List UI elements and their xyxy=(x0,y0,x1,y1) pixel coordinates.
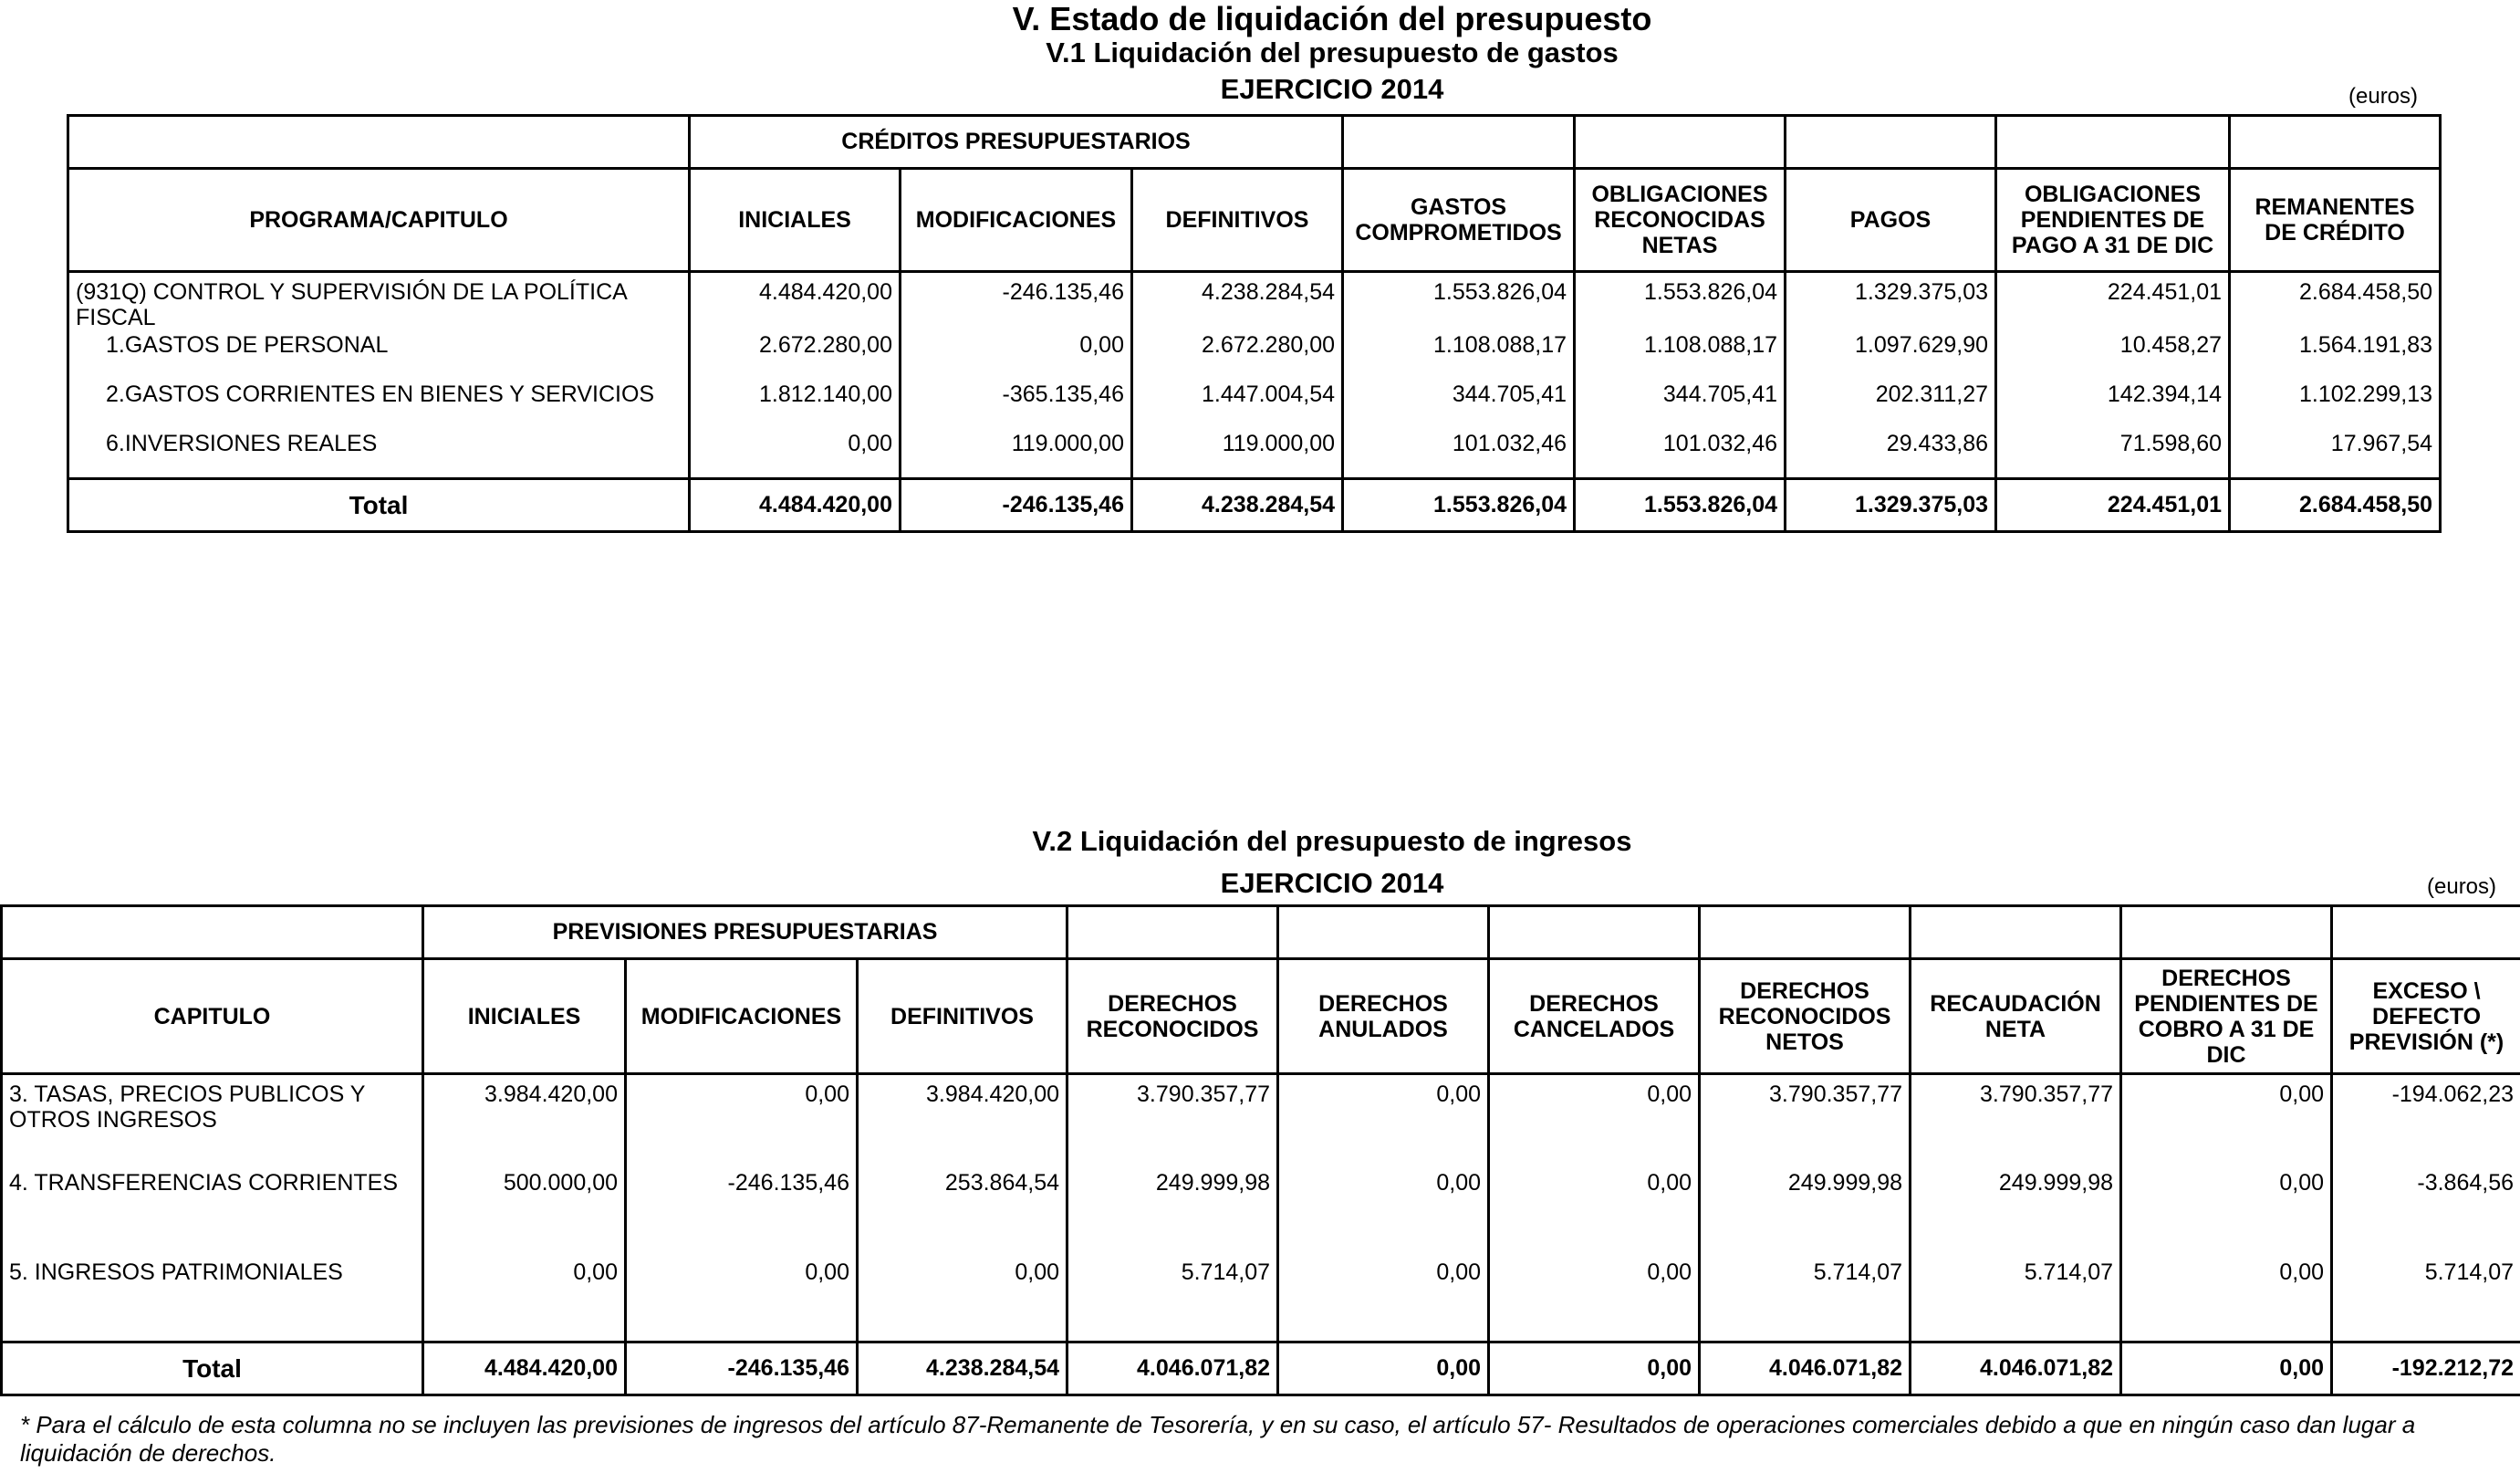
cell-value: 119.000,00 xyxy=(901,431,1132,479)
ingresos-col-definitivos: DEFINITIVOS xyxy=(858,959,1067,1074)
ingresos-subtitle: V.2 Liquidación del presupuesto de ingresos xyxy=(1032,825,1632,857)
total-value: 4.238.284,54 xyxy=(858,1342,1067,1395)
total-value: 4.046.071,82 xyxy=(1911,1342,2121,1395)
cell-value: 0,00 xyxy=(1489,1074,1700,1164)
cell-value: 1.102.299,13 xyxy=(2230,381,2441,431)
cell-value: 3.790.357,77 xyxy=(1911,1074,2121,1164)
cell-value: -246.135,46 xyxy=(901,272,1132,332)
ingresos-col-modificaciones: MODIFICACIONES xyxy=(626,959,858,1074)
cell-value: 0,00 xyxy=(1489,1164,1700,1253)
gastos-col-pagos: PAGOS xyxy=(1786,169,1996,272)
footnote: * Para el cálculo de esta columna no se incluyen las previsiones de ingresos del artículo 87-Remanente de Tesorería, y en su caso, el artículo 57- Resultados de operaciones comerciales debido a que en ningún caso dan lugar a liquidación de derechos. xyxy=(20,1411,2416,1467)
cell-value: 29.433,86 xyxy=(1786,431,1996,479)
gastos-column-header-row xyxy=(68,169,2441,272)
gastos-col-programa: PROGRAMA/CAPITULO xyxy=(68,169,690,272)
total-value: 0,00 xyxy=(2121,1342,2332,1395)
total-value: -246.135,46 xyxy=(626,1342,858,1395)
cell-value: 2.684.458,50 xyxy=(2230,272,2441,332)
cell-value: 2.672.280,00 xyxy=(1132,332,1343,381)
ingresos-group-header: PREVISIONES PRESUPUESTARIAS xyxy=(423,906,1067,959)
gastos-group-empty xyxy=(1575,116,1786,169)
cell-value: 344.705,41 xyxy=(1575,381,1786,431)
cell-value: 119.000,00 xyxy=(1132,431,1343,479)
gastos-group-header: CRÉDITOS PRESUPUESTARIOS xyxy=(690,116,1343,169)
cell-value: -3.864,56 xyxy=(2332,1164,2520,1253)
cell-value: -246.135,46 xyxy=(626,1164,858,1253)
table-row xyxy=(2,1164,2520,1253)
table-row xyxy=(68,332,2441,381)
row-label: 3. TASAS, PRECIOS PUBLICOS Y OTROS INGRESOS xyxy=(2,1074,423,1164)
ingresos-units: (euros) xyxy=(2427,874,2497,899)
gastos-ejercicio: EJERCICIO 2014 xyxy=(1220,73,1444,105)
gastos-group-header-row xyxy=(68,116,2441,169)
ingresos-group-header-row xyxy=(2,906,2520,959)
cell-value: 500.000,00 xyxy=(423,1164,626,1253)
ingresos-group-empty xyxy=(2121,906,2332,959)
cell-value: 142.394,14 xyxy=(1996,381,2230,431)
ingresos-group-empty xyxy=(1911,906,2121,959)
cell-value: 202.311,27 xyxy=(1786,381,1996,431)
cell-value: 3.790.357,77 xyxy=(1067,1074,1278,1164)
total-value: 4.238.284,54 xyxy=(1132,479,1343,532)
ingresos-col-pendientes: DERECHOS PENDIENTES DE COBRO A 31 DE DIC xyxy=(2121,959,2332,1074)
cell-value: 71.598,60 xyxy=(1996,431,2230,479)
total-label: Total xyxy=(68,479,690,532)
cell-value: 0,00 xyxy=(626,1253,858,1342)
table-row xyxy=(2,1253,2520,1342)
cell-value: 2.672.280,00 xyxy=(690,332,901,381)
cell-value: 0,00 xyxy=(858,1253,1067,1342)
cell-value: 224.451,01 xyxy=(1996,272,2230,332)
ingresos-col-reconocidos-netos: DERECHOS RECONOCIDOS NETOS xyxy=(1700,959,1911,1074)
cell-value: 1.447.004,54 xyxy=(1132,381,1343,431)
gastos-col-definitivos: DEFINITIVOS xyxy=(1132,169,1343,272)
table-row xyxy=(68,381,2441,431)
cell-value: 0,00 xyxy=(626,1074,858,1164)
gastos-col-iniciales: INICIALES xyxy=(690,169,901,272)
cell-value: 101.032,46 xyxy=(1575,431,1786,479)
cell-value: 4.484.420,00 xyxy=(690,272,901,332)
total-value: 1.553.826,04 xyxy=(1575,479,1786,532)
cell-value: 0,00 xyxy=(423,1253,626,1342)
ingresos-column-header-row xyxy=(2,959,2520,1074)
gastos-group-empty xyxy=(2230,116,2441,169)
total-value: 4.046.071,82 xyxy=(1700,1342,1911,1395)
gastos-group-empty xyxy=(1786,116,1996,169)
cell-value: 0,00 xyxy=(1278,1164,1489,1253)
total-label: Total xyxy=(2,1342,423,1395)
ingresos-col-anulados: DERECHOS ANULADOS xyxy=(1278,959,1489,1074)
cell-value: 5.714,07 xyxy=(1067,1253,1278,1342)
gastos-col-remanentes: REMANENTES DE CRÉDITO xyxy=(2230,169,2441,272)
gastos-group-empty xyxy=(1343,116,1575,169)
cell-value: 5.714,07 xyxy=(1911,1253,2121,1342)
cell-value: 0,00 xyxy=(1278,1074,1489,1164)
cell-value: 1.553.826,04 xyxy=(1575,272,1786,332)
cell-value: 3.790.357,77 xyxy=(1700,1074,1911,1164)
row-label: 5. INGRESOS PATRIMONIALES xyxy=(2,1253,423,1342)
gastos-col-obligaciones: OBLIGACIONES RECONOCIDAS NETAS xyxy=(1575,169,1786,272)
total-value: 4.046.071,82 xyxy=(1067,1342,1278,1395)
ingresos-col-capitulo: CAPITULO xyxy=(2,959,423,1074)
cell-value: 1.553.826,04 xyxy=(1343,272,1575,332)
total-row xyxy=(68,479,2441,532)
row-label: (931Q) CONTROL Y SUPERVISIÓN DE LA POLÍTICA FISCAL xyxy=(68,272,690,332)
total-value: 1.329.375,03 xyxy=(1786,479,1996,532)
cell-value: 5.714,07 xyxy=(1700,1253,1911,1342)
cell-value: 0,00 xyxy=(1489,1253,1700,1342)
cell-value: 0,00 xyxy=(2121,1164,2332,1253)
total-row xyxy=(2,1342,2520,1395)
cell-value: 10.458,27 xyxy=(1996,332,2230,381)
total-value: 1.553.826,04 xyxy=(1343,479,1575,532)
ingresos-group-empty xyxy=(2,906,423,959)
cell-value: 3.984.420,00 xyxy=(423,1074,626,1164)
cell-value: 1.097.629,90 xyxy=(1786,332,1996,381)
page-title: V. Estado de liquidación del presupuesto xyxy=(1012,0,1652,37)
ingresos-col-reconocidos: DERECHOS RECONOCIDOS xyxy=(1067,959,1278,1074)
cell-value: 1.812.140,00 xyxy=(690,381,901,431)
cell-value: 17.967,54 xyxy=(2230,431,2441,479)
cell-value: 249.999,98 xyxy=(1700,1164,1911,1253)
cell-value: 249.999,98 xyxy=(1911,1164,2121,1253)
row-label: 1.GASTOS DE PERSONAL xyxy=(68,332,690,381)
gastos-subtitle: V.1 Liquidación del presupuesto de gastos xyxy=(1046,37,1619,68)
gastos-table xyxy=(67,114,2442,533)
cell-value: 1.108.088,17 xyxy=(1343,332,1575,381)
total-value: -192.212,72 xyxy=(2332,1342,2520,1395)
row-label: 4. TRANSFERENCIAS CORRIENTES xyxy=(2,1164,423,1253)
gastos-units: (euros) xyxy=(2348,84,2419,109)
cell-value: -194.062,23 xyxy=(2332,1074,2520,1164)
gastos-col-modificaciones: MODIFICACIONES xyxy=(901,169,1132,272)
ingresos-group-empty xyxy=(1489,906,1700,959)
table-row xyxy=(2,1074,2520,1164)
cell-value: 1.108.088,17 xyxy=(1575,332,1786,381)
total-value: 0,00 xyxy=(1489,1342,1700,1395)
total-value: 4.484.420,00 xyxy=(690,479,901,532)
ingresos-group-empty xyxy=(1067,906,1278,959)
total-value: 224.451,01 xyxy=(1996,479,2230,532)
table-row xyxy=(68,431,2441,479)
row-label: 6.INVERSIONES REALES xyxy=(68,431,690,479)
ingresos-col-iniciales: INICIALES xyxy=(423,959,626,1074)
ingresos-col-cancelados: DERECHOS CANCELADOS xyxy=(1489,959,1700,1074)
table-row xyxy=(68,272,2441,332)
ingresos-group-empty xyxy=(1278,906,1489,959)
ingresos-group-empty xyxy=(2332,906,2520,959)
cell-value: 249.999,98 xyxy=(1067,1164,1278,1253)
total-value: -246.135,46 xyxy=(901,479,1132,532)
cell-value: -365.135,46 xyxy=(901,381,1132,431)
ingresos-col-recaudacion: RECAUDACIÓN NETA xyxy=(1911,959,2121,1074)
ingresos-ejercicio: EJERCICIO 2014 xyxy=(1220,867,1444,899)
cell-value: 3.984.420,00 xyxy=(858,1074,1067,1164)
cell-value: 5.714,07 xyxy=(2332,1253,2520,1342)
cell-value: 0,00 xyxy=(690,431,901,479)
cell-value: 344.705,41 xyxy=(1343,381,1575,431)
total-value: 0,00 xyxy=(1278,1342,1489,1395)
ingresos-group-empty xyxy=(1700,906,1911,959)
gastos-group-empty xyxy=(68,116,690,169)
cell-value: 1.564.191,83 xyxy=(2230,332,2441,381)
ingresos-col-exceso: EXCESO \ DEFECTO PREVISIÓN (*) xyxy=(2332,959,2520,1074)
cell-value: 1.329.375,03 xyxy=(1786,272,1996,332)
ingresos-table xyxy=(0,904,2520,1396)
cell-value: 101.032,46 xyxy=(1343,431,1575,479)
cell-value: 253.864,54 xyxy=(858,1164,1067,1253)
cell-value: 0,00 xyxy=(901,332,1132,381)
gastos-col-pendientes: OBLIGACIONES PENDIENTES DE PAGO A 31 DE DIC xyxy=(1996,169,2230,272)
cell-value: 0,00 xyxy=(2121,1074,2332,1164)
row-label: 2.GASTOS CORRIENTES EN BIENES Y SERVICIOS xyxy=(68,381,690,431)
gastos-col-comprometidos: GASTOS COMPROMETIDOS xyxy=(1343,169,1575,272)
total-value: 4.484.420,00 xyxy=(423,1342,626,1395)
total-value: 2.684.458,50 xyxy=(2230,479,2441,532)
cell-value: 4.238.284,54 xyxy=(1132,272,1343,332)
gastos-group-empty xyxy=(1996,116,2230,169)
cell-value: 0,00 xyxy=(2121,1253,2332,1342)
cell-value: 0,00 xyxy=(1278,1253,1489,1342)
